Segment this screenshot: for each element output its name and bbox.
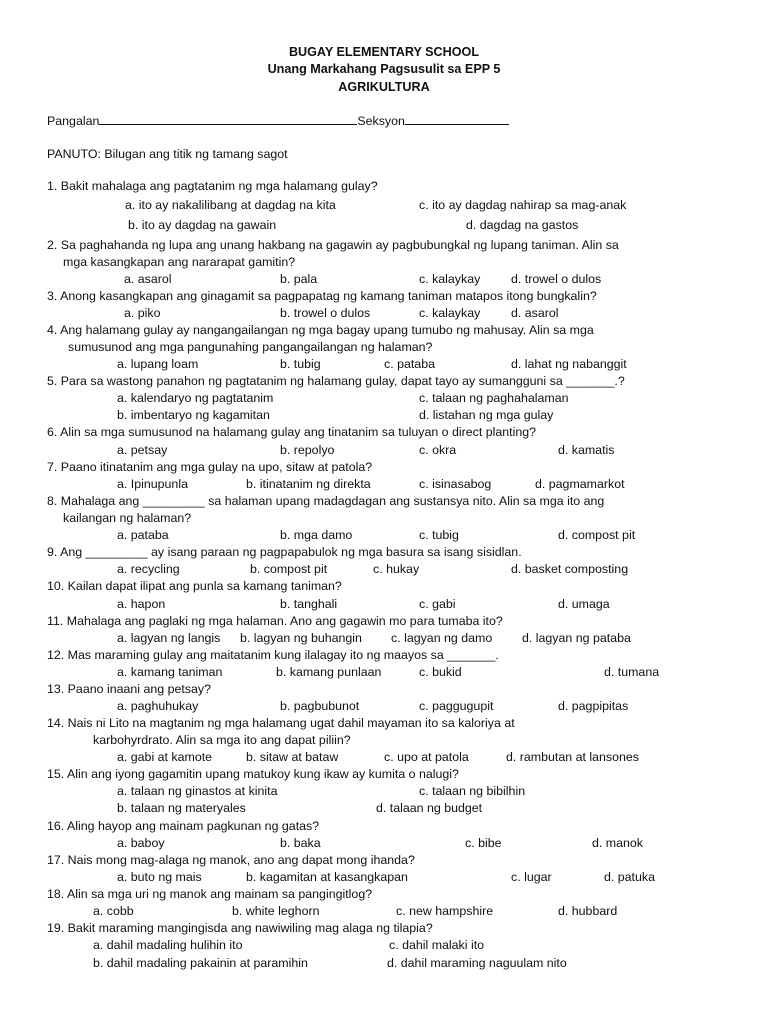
question-text: mga kasangkapan ang nararapat gamitin? (63, 255, 296, 269)
question-text: 14. Nais ni Lito na magtanim ng mga halamang ugat dahil mayaman ito sa kaloriya at (47, 716, 515, 730)
answer-choice[interactable]: b. baka (280, 836, 321, 850)
answer-choice[interactable]: d. listahan ng mga gulay (419, 408, 554, 422)
exam-title: Unang Markahang Pagsusulit sa EPP 5 (267, 62, 501, 76)
answer-choice[interactable]: d. talaan ng budget (376, 801, 483, 815)
question-text: 12. Mas maraming gulay ang maitatanim kung ilalagay ito ng maayos sa _______. (47, 648, 499, 662)
answer-choice[interactable]: a. hapon (117, 597, 166, 611)
answer-choice[interactable]: c. upo at patola (384, 750, 469, 764)
answer-choice[interactable]: a. asarol (124, 272, 172, 286)
answer-choice[interactable]: c. ito ay dagdag nahirap sa mag-anak (419, 198, 627, 212)
answer-choice[interactable]: a. pataba (117, 528, 169, 542)
answer-choice[interactable]: a. recycling (117, 562, 180, 576)
answer-choice[interactable]: b. ito ay dagdag na gawain (128, 218, 277, 232)
answer-choice[interactable]: d. lagyan ng pataba (522, 631, 631, 645)
answer-choice[interactable]: a. baboy (117, 836, 165, 850)
section-label: Seksyon (357, 114, 405, 128)
question-text: 11. Mahalaga ang paglaki ng mga halaman. Ano ang gagawin mo para tumaba ito? (47, 614, 503, 628)
question-text: 2. Sa paghahanda ng lupa ang unang hakbang na gagawin ay pagbubungkal ng lupang taniman. Alin sa (47, 238, 619, 252)
question-text: 10. Kailan dapat ilipat ang punla sa kamang taniman? (47, 579, 342, 593)
answer-choice[interactable]: c. dahil malaki ito (389, 938, 485, 952)
answer-choice[interactable]: b. itinatanim ng direkta (246, 477, 371, 491)
answer-choice[interactable]: c. tubig (419, 528, 459, 542)
answer-choice[interactable]: a. piko (124, 306, 161, 320)
answer-choice[interactable]: c. lugar (511, 870, 552, 884)
answer-choice[interactable]: c. okra (419, 443, 457, 457)
question-text: 16. Aling hayop ang mainam pagkunan ng gatas? (47, 819, 320, 833)
name-blank[interactable] (99, 113, 357, 125)
answer-choice[interactable]: a. paghuhukay (117, 699, 199, 713)
question-text: kailangan ng halaman? (63, 511, 192, 525)
answer-choice[interactable]: a. dahil madaling hulihin ito (93, 938, 243, 952)
answer-choice[interactable]: c. isinasabog (419, 477, 492, 491)
answer-choice[interactable]: b. kagamitan at kasangkapan (246, 870, 408, 884)
question-text: 8. Mahalaga ang _________ sa halaman upang madagdagan ang sustansya nito. Alin sa mga ito ang (47, 494, 605, 508)
answer-choice[interactable]: d. manok (592, 836, 643, 850)
student-info-line (47, 113, 509, 129)
question-text: 3. Anong kasangkapan ang ginagamit sa pagpapatag ng kamang taniman matapos itong bungkalin? (47, 289, 597, 303)
question-text: 18. Alin sa mga uri ng manok ang mainam sa pangingitlog? (47, 887, 373, 901)
answer-choice[interactable]: b. trowel o dulos (280, 306, 371, 320)
answer-choice[interactable]: a. buto ng mais (117, 870, 202, 884)
answer-choice[interactable]: b. pala (280, 272, 318, 286)
answer-choice[interactable]: d. rambutan at lansones (506, 750, 639, 764)
answer-choice[interactable]: a. ito ay nakalilibang at dagdag na kita (125, 198, 336, 212)
answer-choice[interactable]: a. kalendaryo ng pagtatanim (117, 391, 274, 405)
directions: PANUTO: Bilugan ang titik ng tamang sagot (47, 147, 288, 161)
answer-choice[interactable]: a. talaan ng ginastos at kinita (117, 784, 278, 798)
answer-choice[interactable]: a. petsay (117, 443, 168, 457)
answer-choice[interactable]: d. dagdag na gastos (466, 218, 579, 232)
question-text: 5. Para sa wastong panahon ng pagtatanim ng halamang gulay, dapat tayo ay sumangguni sa _______.? (47, 374, 625, 388)
answer-choice[interactable]: c. lagyan ng damo (391, 631, 493, 645)
question-text: karbohyrdrato. Alin sa mga ito ang dapat piliin? (93, 733, 351, 747)
answer-choice[interactable]: b. white leghorn (232, 904, 320, 918)
answer-choice[interactable]: b. lagyan ng buhangin (240, 631, 362, 645)
answer-choice[interactable]: c. gabi (419, 597, 456, 611)
question-text: sumusunod ang mga pangunahing pangangailangan ng halaman? (68, 340, 433, 354)
answer-choice[interactable]: b. repolyo (280, 443, 335, 457)
answer-choice[interactable]: b. mga damo (280, 528, 353, 542)
answer-choice[interactable]: b. compost pit (250, 562, 328, 576)
answer-choice[interactable]: c. talaan ng bibilhin (419, 784, 526, 798)
answer-choice[interactable]: d. kamatis (558, 443, 615, 457)
question-text: 19. Bakit maraming mangingisda ang nawiwiling mag alaga ng tilapia? (47, 921, 433, 935)
answer-choice[interactable]: c. new hampshire (396, 904, 494, 918)
answer-choice[interactable]: d. umaga (558, 597, 610, 611)
answer-choice[interactable]: c. talaan ng paghahalaman (419, 391, 569, 405)
answer-choice[interactable]: b. talaan ng materyales (117, 801, 246, 815)
answer-choice[interactable]: d. trowel o dulos (511, 272, 602, 286)
answer-choice[interactable]: a. cobb (93, 904, 134, 918)
answer-choice[interactable]: c. paggugupit (419, 699, 494, 713)
answer-choice[interactable]: d. asarol (511, 306, 559, 320)
answer-choice[interactable]: a. kamang taniman (117, 665, 223, 679)
answer-choice[interactable]: c. kalaykay (419, 272, 481, 286)
question-text: 6. Alin sa mga sumusunod na halamang gulay ang tinatanim sa tuluyan o direct planting? (47, 425, 537, 439)
answer-choice[interactable]: b. tanghali (280, 597, 338, 611)
answer-choice[interactable]: b. pagbubunot (280, 699, 360, 713)
answer-choice[interactable]: c. pataba (384, 357, 435, 371)
question-text: 4. Ang halamang gulay ay nangangailangan ng mga bagay upang tumubo ng mahusay. Alin sa mga (47, 323, 594, 337)
question-text: 13. Paano inaani ang petsay? (47, 682, 211, 696)
answer-choice[interactable]: b. tubig (280, 357, 321, 371)
answer-choice[interactable]: c. bukid (419, 665, 462, 679)
answer-choice[interactable]: d. lahat ng nabanggit (511, 357, 627, 371)
answer-choice[interactable]: d. pagmamarkot (535, 477, 625, 491)
answer-choice[interactable]: d. hubbard (558, 904, 618, 918)
answer-choice[interactable]: a. lagyan ng langis (117, 631, 221, 645)
answer-choice[interactable]: d. tumana (604, 665, 660, 679)
answer-choice[interactable]: c. hukay (373, 562, 420, 576)
answer-choice[interactable]: d. patuka (604, 870, 655, 884)
answer-choice[interactable]: d. dahil maraming naguulam nito (387, 956, 567, 970)
answer-choice[interactable]: b. dahil madaling pakainin at paramihin (93, 956, 308, 970)
answer-choice[interactable]: a. gabi at kamote (117, 750, 213, 764)
answer-choice[interactable]: c. bibe (465, 836, 502, 850)
answer-choice[interactable]: b. kamang punlaan (276, 665, 382, 679)
answer-choice[interactable]: a. lupang loam (117, 357, 199, 371)
answer-choice[interactable]: b. sitaw at bataw (246, 750, 339, 764)
name-label: Pangalan (47, 114, 100, 128)
section-blank[interactable] (405, 113, 509, 125)
answer-choice[interactable]: d. basket composting (511, 562, 629, 576)
answer-choice[interactable]: a. Ipinupunla (117, 477, 188, 491)
school-name: BUGAY ELEMENTARY SCHOOL (288, 45, 480, 59)
answer-choice[interactable]: b. imbentaryo ng kagamitan (117, 408, 270, 422)
answer-choice[interactable]: c. kalaykay (419, 306, 481, 320)
subject-title: AGRIKULTURA (338, 80, 430, 94)
answer-choice[interactable]: d. compost pit (558, 528, 636, 542)
question-text: 7. Paano itinatanim ang mga gulay na upo, sitaw at patola? (47, 460, 373, 474)
question-text: 9. Ang _________ ay isang paraan ng pagpapabulok ng mga basura sa isang sisidlan. (47, 545, 522, 559)
question-text: 15. Alin ang iyong gagamitin upang matukoy kung ikaw ay kumita o nalugi? (47, 767, 459, 781)
question-text: 1. Bakit mahalaga ang pagtatanim ng mga halamang gulay? (47, 179, 378, 193)
question-text: 17. Nais mong mag-alaga ng manok, ano ang dapat mong ihanda? (47, 853, 415, 867)
answer-choice[interactable]: d. pagpipitas (558, 699, 629, 713)
